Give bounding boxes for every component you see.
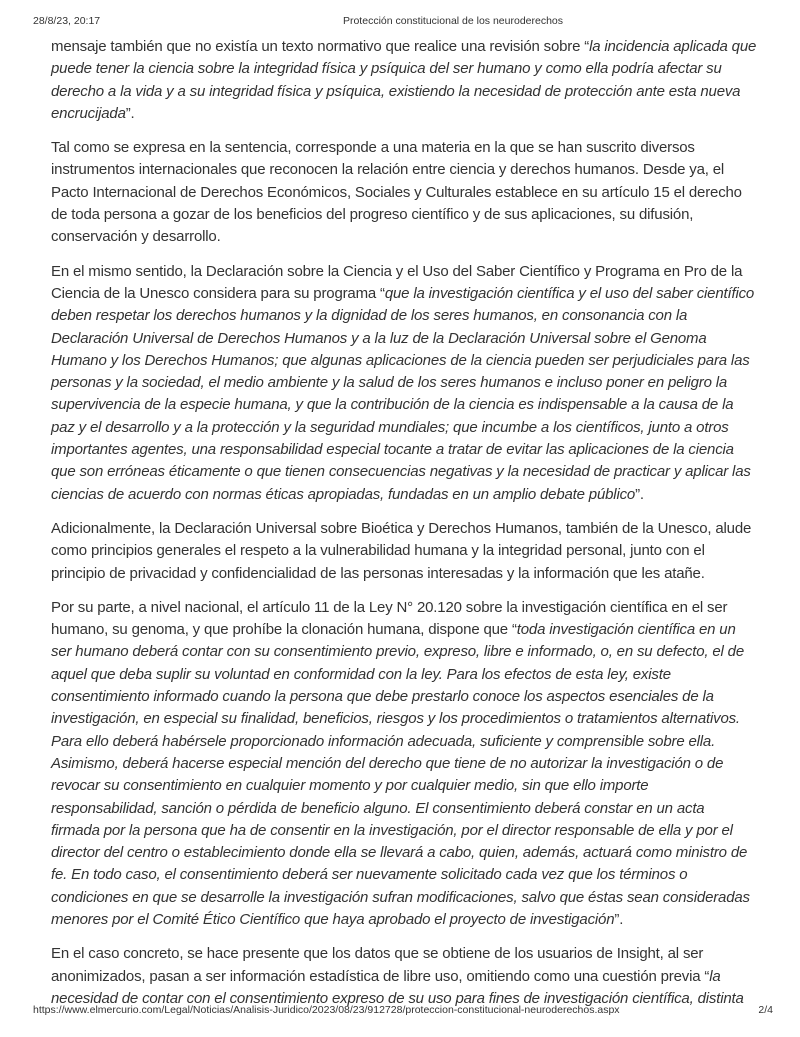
paragraph bbox=[51, 518, 757, 585]
paragraph bbox=[51, 36, 757, 125]
text-segment: la necesidad de contar con el consentimiento expreso de su uso para fines de investigación científica, distinta bbox=[51, 967, 744, 1007]
text-segment: Adicionalmente, la Declaración Universal sobre Bioética y Derechos Humanos, también de la Unesco, alude como principios generales el respeto a la vulnerabilidad humana y la integridad personal, junto con el principio de privacidad y confidencialidad de las personas interesadas y la información que les atañe. bbox=[51, 519, 752, 582]
text-segment: ”. bbox=[614, 910, 624, 928]
print-footer bbox=[33, 1004, 773, 1016]
paragraph bbox=[51, 597, 757, 931]
text-segment: ”. bbox=[635, 485, 644, 503]
source-url: https://www.elmercurio.com/Legal/Noticias/Analisis-Juridico/2023/08/23/912728/proteccion-constitucional-neuroderechos.aspx bbox=[33, 1004, 620, 1016]
text-segment: Por su parte, a nivel nacional, el artículo 11 de la Ley N° 20.120 sobre la investigación científica en el ser humano, su genoma, y que prohíbe la clonación humana, dispone que “ bbox=[51, 598, 728, 639]
page-title: Protección constitucional de los neuroderechos bbox=[342, 15, 564, 27]
print-datetime: 28/8/23, 20:17 bbox=[33, 15, 101, 27]
text-segment: que la investigación científica y el uso del saber científico deben respetar los derechos humanos y la dignidad de los seres humanos, en consonancia con la Declaración Universal de Derechos Humanos y a la luz de la Declaración Universal sobre el Genoma Humano y los Derechos Humanos; que algunas aplicaciones de la ciencia pueden ser perjudiciales para las personas y la sociedad, el medio ambiente y la salud de los seres humanos e incluso poner en peligro la supervivencia de la especie humana, y que la contribución de la ciencia es indispensable a la causa de la paz y el desarrollo y a la protección y la seguridad mundiales; que incumbe a los científicos, junto a otros importantes agentes, una responsabilidad especial tocante a tratar de evitar las aplicaciones de la ciencia que son erróneas éticamente o que tienen consecuencias negativas y la necesidad de practicar y aplicar las ciencias de acuerdo con normas éticas apropiadas, fundadas en un amplio debate público bbox=[51, 284, 755, 503]
print-header bbox=[0, 15, 800, 31]
text-segment: Tal como se expresa en la sentencia, corresponde a una materia en la que se han suscrito diversos instrumentos internacionales que reconocen la relación entre ciencia y derechos humanos. Desde ya, el Pacto Internacional de Derechos Económicos, Sociales y Culturales establece en su artículo 15 el derecho de toda persona a gozar de los beneficios del progreso científico y de sus aplicaciones, su difusión, conservación y desarrollo. bbox=[51, 139, 742, 246]
text-segment: ”. bbox=[125, 104, 135, 122]
paragraph bbox=[51, 943, 757, 1010]
page-number: 2/4 bbox=[758, 1004, 773, 1016]
text-segment: toda investigación científica en un ser humano deberá contar con su consentimiento previo, expreso, libre e informado, o, en su defecto, el de aquel que deba suplir su voluntad en conformidad con la ley. Para los efectos de esta ley, existe consentimiento informado cuando la persona que debe prestarlo conoce los aspectos esenciales de la investigación, en especial su finalidad, beneficios, riesgos y los procedimientos o tratamientos alternativos. Para ello deberá habérsele proporcionado información adecuada, suficiente y comprensible sobre ella. Asimismo, deberá hacerse especial mención del derecho que tiene de no autorizar la investigación o de revocar su consentimiento en cualquier momento y por cualquier medio, sin que ello importe responsabilidad, sanción o pérdida de beneficio alguno. El consentimiento deberá constar en un acta firmada por la persona que ha de consentir en la investigación, por el director responsable de ella y por el director del centro o establecimiento donde ella se llevará a cabo, quien, además, actuará como ministro de fe. En todo caso, el consentimiento deberá ser nuevamente solicitado cada vez que los términos o condiciones en que se desarrolle la investigación sufran modificaciones, salvo que éstas sean consideradas menores por el Comité Ético Científico que haya aprobado el proyecto de investigación bbox=[51, 621, 750, 928]
article-body bbox=[51, 36, 757, 1022]
text-segment: En el caso concreto, se hace presente que los datos que se obtiene de los usuarios de Insight, al ser anonimizados, pasan a ser información estadística de libre uso, omitiendo como una cuestión previa “ bbox=[51, 945, 710, 985]
text-segment: En el mismo sentido, la Declaración sobre la Ciencia y el Uso del Saber Científico y Programa en Pro de la Ciencia de la Unesco considera para su programa “ bbox=[51, 262, 743, 302]
paragraph bbox=[51, 137, 757, 248]
paragraph bbox=[51, 261, 757, 506]
text-segment: mensaje también que no existía un texto normativo que realice una revisión sobre “ bbox=[51, 38, 590, 55]
text-segment: la incidencia aplicada que puede tener la ciencia sobre la integridad física y psíquica del ser humano y como ella podría afectar su derecho a la vida y a su integridad física y psíquica, existiendo la necesidad de protección ante esta nueva encrucijada bbox=[51, 38, 757, 122]
